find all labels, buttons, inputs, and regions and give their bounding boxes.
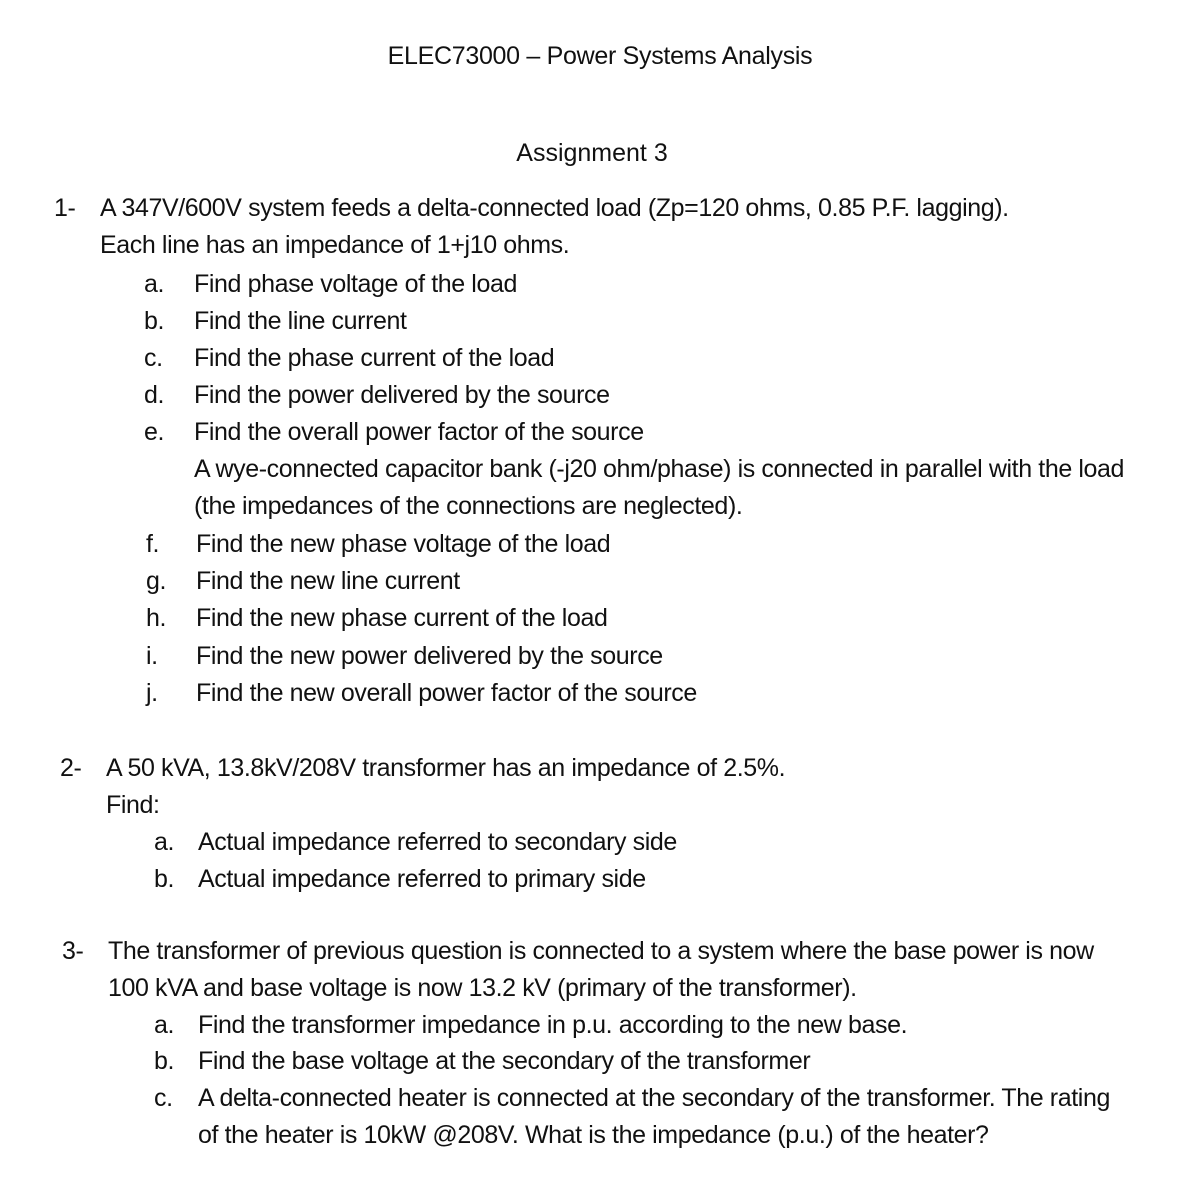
q1-item-text: Find the line current	[194, 307, 407, 335]
q1-item-text: Find the power delivered by the source	[194, 381, 610, 409]
question-2-number: 2-	[60, 754, 82, 782]
q3-item-label: c.	[154, 1084, 173, 1112]
assignment-title-text: Assignment 3	[516, 139, 668, 167]
q1-item-h	[146, 600, 607, 637]
q3-item-b	[154, 1043, 810, 1080]
q3-item-c	[154, 1080, 1110, 1117]
question-3-text-1: The transformer of previous question is connected to a system where the base power is now	[108, 937, 1094, 965]
q1-item-text: Find the new power delivered by the source	[196, 642, 663, 670]
q1-item-b	[144, 303, 407, 340]
q3-item-text: Find the base voltage at the secondary of the transformer	[198, 1047, 811, 1075]
q1-item-label: f.	[146, 530, 160, 558]
q1-item-label: c.	[144, 344, 163, 372]
q1-item-f	[146, 526, 610, 563]
question-2	[60, 750, 785, 824]
q1-item-i	[146, 638, 663, 675]
q1-item-text: Find the new line current	[196, 567, 460, 595]
q1-item-text: Find the new phase current of the load	[196, 604, 608, 632]
q3-item-label: b.	[154, 1047, 175, 1075]
q3-item-c-line-2: of the heater is 10kW @208V. What is the impedance (p.u.) of the heater?	[198, 1121, 989, 1149]
q1-item-label: a.	[144, 270, 165, 298]
question-2-line-2	[60, 787, 785, 824]
q3-item-label: a.	[154, 1011, 175, 1039]
q1-item-text: Find the phase current of the load	[194, 344, 555, 372]
question-3-line-1	[62, 933, 1094, 970]
q3-item-text: Find the transformer impedance in p.u. according to the new base.	[198, 1011, 908, 1039]
q2-item-b	[154, 861, 646, 898]
q1-item-g	[146, 563, 460, 600]
question-1-text-2: Each line has an impedance of 1+j10 ohms.	[100, 231, 570, 259]
question-3	[62, 933, 1094, 1007]
q1-item-label: e.	[144, 418, 165, 446]
question-1-line-1	[54, 190, 1009, 227]
question-1-number: 1-	[54, 194, 76, 222]
q1-note-line-1: A wye-connected capacitor bank (-j20 ohm/phase) is connected in parallel with the load	[194, 455, 1125, 483]
q2-item-text: Actual impedance referred to secondary side	[198, 828, 677, 856]
question-2-text-1: A 50 kVA, 13.8kV/208V transformer has an impedance of 2.5%.	[106, 754, 786, 782]
q1-item-a	[144, 266, 517, 303]
q1-item-label: g.	[146, 567, 167, 595]
q1-item-text: Find the overall power factor of the source	[194, 418, 644, 446]
q1-item-label: h.	[146, 604, 167, 632]
q1-item-d	[144, 377, 610, 414]
question-3-line-2	[62, 970, 1094, 1007]
q1-item-e	[144, 414, 644, 451]
q3-item-a	[154, 1007, 907, 1044]
question-1-text-1: A 347V/600V system feeds a delta-connected load (Zp=120 ohms, 0.85 P.F. lagging).	[100, 194, 1009, 222]
assignment-title	[0, 139, 1200, 168]
question-1	[54, 190, 1009, 264]
course-title: ELEC73000 – Power Systems Analysis	[387, 42, 813, 70]
q2-item-a	[154, 824, 677, 861]
q1-item-label: j.	[146, 679, 158, 707]
q2-item-label: a.	[154, 828, 175, 856]
q1-item-text: Find phase voltage of the load	[194, 270, 517, 298]
q1-item-text: Find the new phase voltage of the load	[196, 530, 611, 558]
question-2-line-1	[60, 750, 785, 787]
q1-item-label: d.	[144, 381, 165, 409]
q2-item-label: b.	[154, 865, 175, 893]
q3-item-text: A delta-connected heater is connected at the secondary of the transformer. The rating	[198, 1084, 1110, 1112]
q2-item-text: Actual impedance referred to primary side	[198, 865, 646, 893]
q1-note-line-2: (the impedances of the connections are neglected).	[194, 492, 743, 520]
q1-item-j	[146, 675, 697, 712]
q1-item-c	[144, 340, 554, 377]
question-3-number: 3-	[62, 937, 84, 965]
question-3-text-2: 100 kVA and base voltage is now 13.2 kV (primary of the transformer).	[108, 974, 857, 1002]
q1-item-text: Find the new overall power factor of the source	[196, 679, 697, 707]
question-1-line-2	[54, 227, 1009, 264]
question-2-text-2: Find:	[106, 791, 160, 819]
q1-item-label: i.	[146, 642, 158, 670]
q1-item-label: b.	[144, 307, 165, 335]
